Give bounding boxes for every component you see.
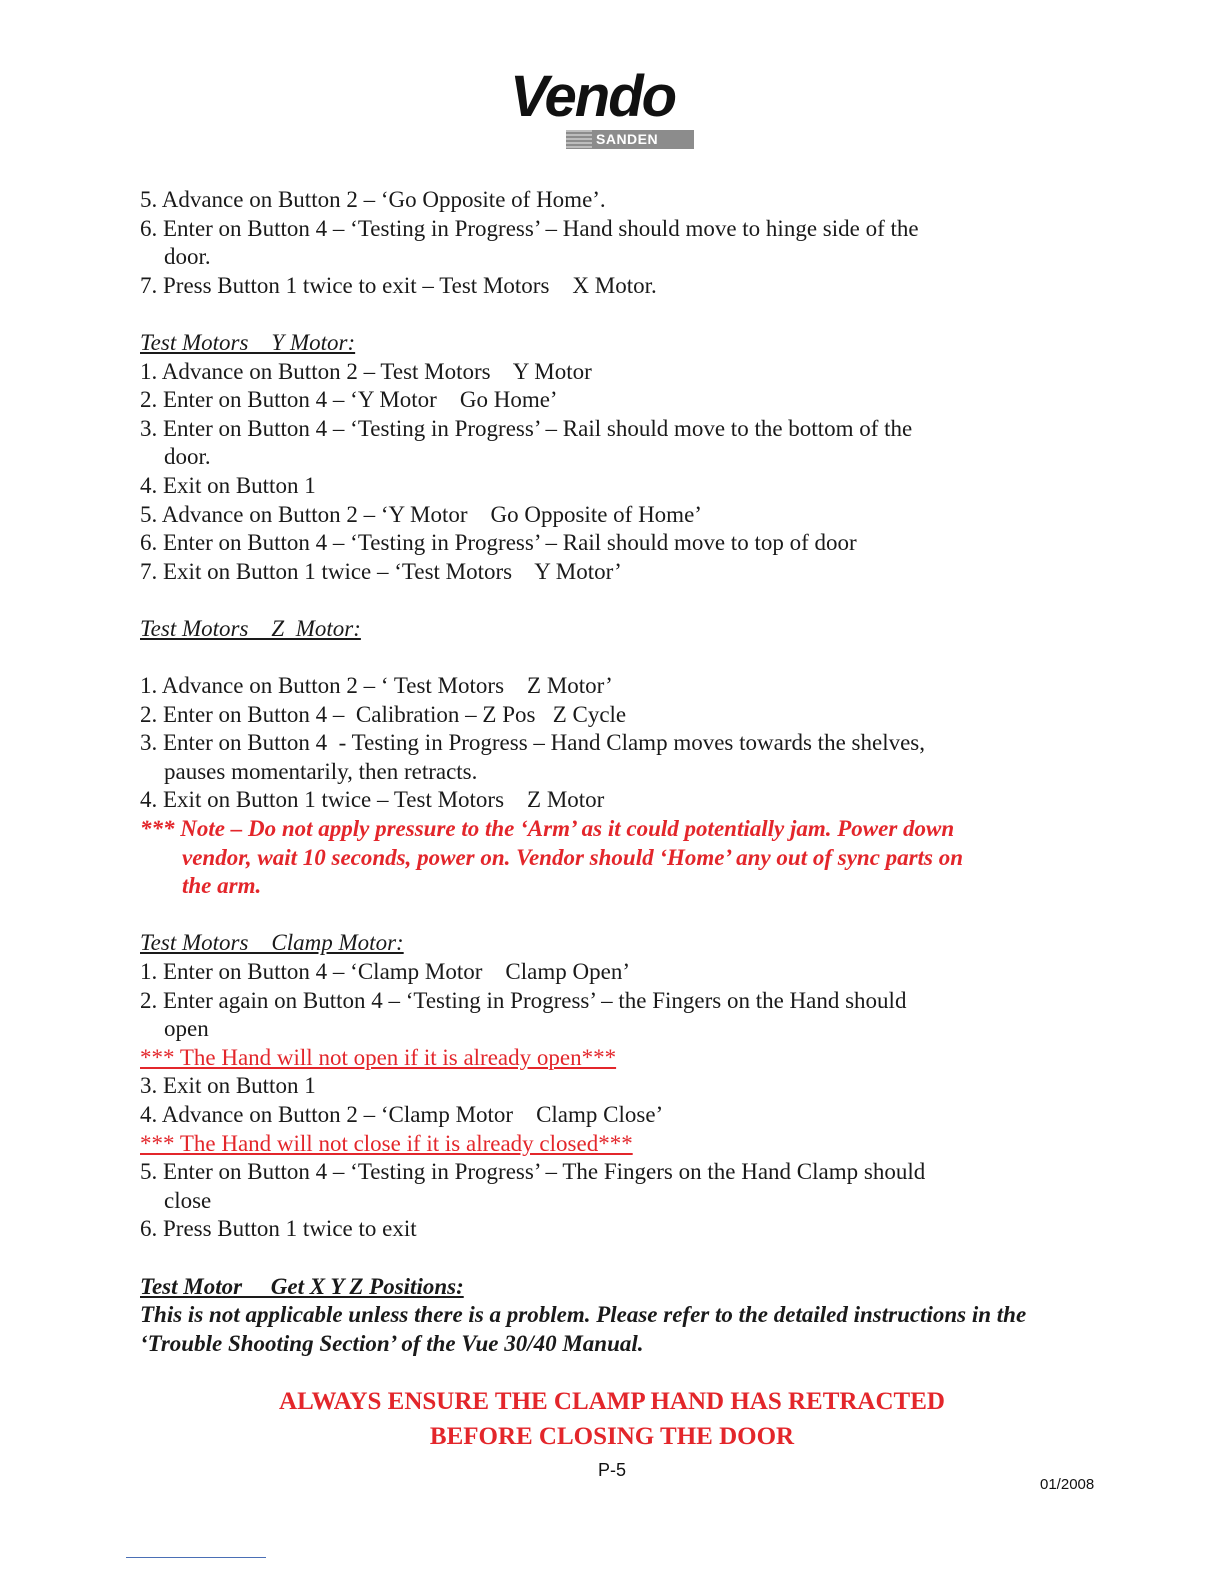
step: 5. Advance on Button 2 – ‘Go Opposite of Home’. <box>140 187 606 212</box>
step-continuation: door. <box>164 444 211 470</box>
section-y-motor <box>140 329 1100 586</box>
step: 1. Enter on Button 4 – ‘Clamp Motor Clamp Open’ <box>140 959 630 985</box>
step: 6. Press Button 1 twice to exit <box>140 1216 417 1242</box>
note-line: *** Note – Do not apply pressure to the ‘Arm’ as it could potentially jam. Power down <box>140 816 955 842</box>
step-continuation: pauses momentarily, then retracts. <box>164 758 478 784</box>
logo-subbrand-bar <box>566 130 694 149</box>
step: 1. Advance on Button 2 – ‘ Test Motors Z Motor’ <box>140 673 613 699</box>
paragraph-line: ‘Trouble Shooting Section’ of the Vue 30/40 Manual. <box>140 1330 644 1356</box>
document-body <box>140 186 1100 1358</box>
step: 3. Enter on Button 4 – ‘Testing in Progress’ – Rail should move to the bottom of the <box>140 415 913 441</box>
revision-date: 01/2008 <box>1040 1476 1095 1493</box>
step: 7. Press Button 1 twice to exit – Test Motors X Motor. <box>140 272 657 298</box>
warning-line: BEFORE CLOSING THE DOOR <box>429 1423 795 1450</box>
step: 4. Exit on Button 1 <box>140 472 316 498</box>
page-number: P-5 <box>597 1460 626 1480</box>
section-heading: Test Motors Y Motor: <box>140 329 356 355</box>
warning-line: ALWAYS ENSURE THE CLAMP HAND HAS RETRACTED <box>279 1388 945 1415</box>
step-continuation: open <box>164 1016 209 1042</box>
step-continuation: door. <box>164 244 211 270</box>
section-x-motor <box>140 186 1100 300</box>
step: 5. Advance on Button 2 – ‘Y Motor Go Opposite of Home’ <box>140 501 702 527</box>
footer-rule <box>126 1557 266 1558</box>
section-clamp-motor <box>140 929 1100 1244</box>
step: 2. Enter on Button 4 – ‘Y Motor Go Home’ <box>140 387 558 413</box>
section-heading: Test Motor Get X Y Z Positions: <box>140 1273 464 1299</box>
logo-wordmark: Vendo <box>510 64 676 129</box>
step: 5. Enter on Button 4 – ‘Testing in Progress’ – The Fingers on the Hand Clamp should <box>140 1159 926 1185</box>
step: 1. Advance on Button 2 – Test Motors Y Motor <box>140 358 592 384</box>
step-continuation: close <box>164 1187 212 1213</box>
warning-close: *** The Hand will not close if it is already closed*** <box>140 1130 633 1156</box>
step: 2. Enter on Button 4 – Calibration – Z Pos Z Cycle <box>140 701 627 727</box>
step: 6. Enter on Button 4 – ‘Testing in Progress’ – Rail should move to top of door <box>140 530 857 556</box>
step: 3. Enter on Button 4 - Testing in Progress – Hand Clamp moves towards the shelves, <box>140 730 925 756</box>
step: 7. Exit on Button 1 twice – ‘Test Motors Y Motor’ <box>140 558 622 584</box>
vendo-logo <box>510 64 710 154</box>
section-heading: Test Motors Z Motor: <box>140 615 361 641</box>
step: 4. Exit on Button 1 twice – Test Motors Z Motor <box>140 787 605 813</box>
section-heading: Test Motors Clamp Motor: <box>140 930 404 956</box>
section-z-motor <box>140 615 1100 901</box>
retract-warning <box>0 1384 1224 1454</box>
note-line: the arm. <box>182 873 262 899</box>
warning-open: *** The Hand will not open if it is already open*** <box>140 1044 617 1070</box>
step: 3. Exit on Button 1 <box>140 1073 316 1099</box>
logo-subbrand: SANDEN <box>596 131 659 147</box>
paragraph-line: This is not applicable unless there is a problem. Please refer to the detailed instructions in the <box>140 1302 1027 1328</box>
step: 4. Advance on Button 2 – ‘Clamp Motor Clamp Close’ <box>140 1102 664 1127</box>
step: 2. Enter again on Button 4 – ‘Testing in Progress’ – the Fingers on the Hand should <box>140 987 907 1013</box>
caution-note <box>140 815 1100 901</box>
logo-stripes <box>566 130 592 149</box>
note-line: vendor, wait 10 seconds, power on. Vendor should ‘Home’ any out of sync parts on <box>182 844 964 870</box>
step: 6. Enter on Button 4 – ‘Testing in Progress’ – Hand should move to hinge side of the <box>140 215 919 241</box>
section-xyz-positions <box>140 1273 1100 1359</box>
